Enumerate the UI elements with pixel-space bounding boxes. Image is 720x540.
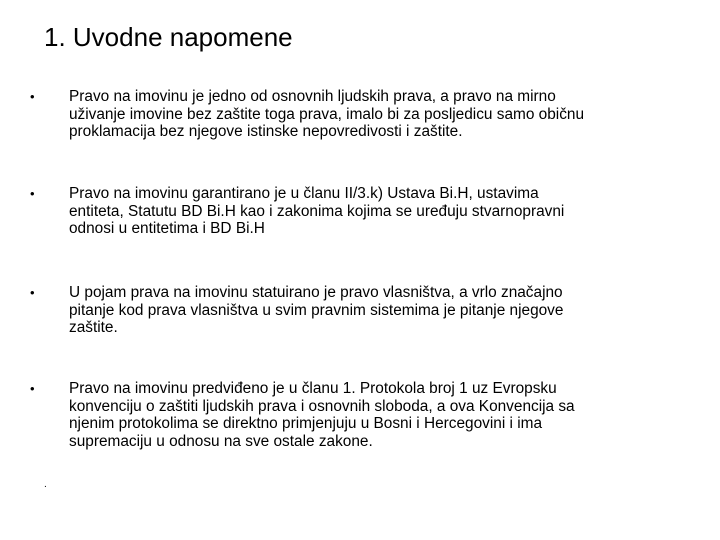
bullet-line: pitanje kod prava vlasništva u svim pravnim sistemima je pitanje njegove xyxy=(69,301,564,319)
bullet-line: odnosi u entitetima i BD Bi.H xyxy=(69,220,265,237)
bullet-text xyxy=(69,185,679,238)
slide-title: 1. Uvodne napomene xyxy=(44,22,293,52)
bullet-dot-icon: • xyxy=(30,381,35,396)
bullet-dot-icon: • xyxy=(30,89,35,104)
trailing-mark: . xyxy=(44,479,47,490)
bullet-line: Pravo na imovinu predviđeno je u članu 1. Protokola broj 1 uz Evropsku xyxy=(69,380,557,397)
bullet-dot-icon: • xyxy=(30,186,35,201)
bullet-text xyxy=(69,380,679,450)
bullet-line: U pojam prava na imovinu statuirano je pravo vlasništva, a vrlo značajno xyxy=(69,284,563,301)
bullet-line: uživanje imovine bez zaštite toga prava, imalo bi za posljedicu samo običnu xyxy=(69,105,585,123)
bullet-dot-icon: • xyxy=(30,285,35,300)
bullet-line: entiteta, Statutu BD Bi.H kao i zakonima kojima se uređuju stvarnopravni xyxy=(69,202,565,220)
bullet-text xyxy=(69,88,679,141)
bullet-line: zaštite. xyxy=(69,319,118,336)
bullet-line: konvenciju o zaštiti ljudskih prava i osnovnih sloboda, a ova Konvencija sa xyxy=(69,397,575,415)
bullet-line: supremaciju u odnosu na sve ostale zakone. xyxy=(69,432,373,450)
bullet-text xyxy=(69,284,679,337)
bullet-line: Pravo na imovinu je jedno od osnovnih ljudskih prava, a pravo na mirno xyxy=(69,88,556,105)
bullet-line: njenim protokolima se direktno primjenjuju u Bosni i Hercegovini i ima xyxy=(69,415,543,432)
bullet-line: Pravo na imovinu garantirano je u članu II/3.k) Ustava Bi.H, ustavima xyxy=(69,185,539,202)
bullet-line: proklamacija bez njegove istinske nepovredivosti i zaštite. xyxy=(69,123,463,140)
